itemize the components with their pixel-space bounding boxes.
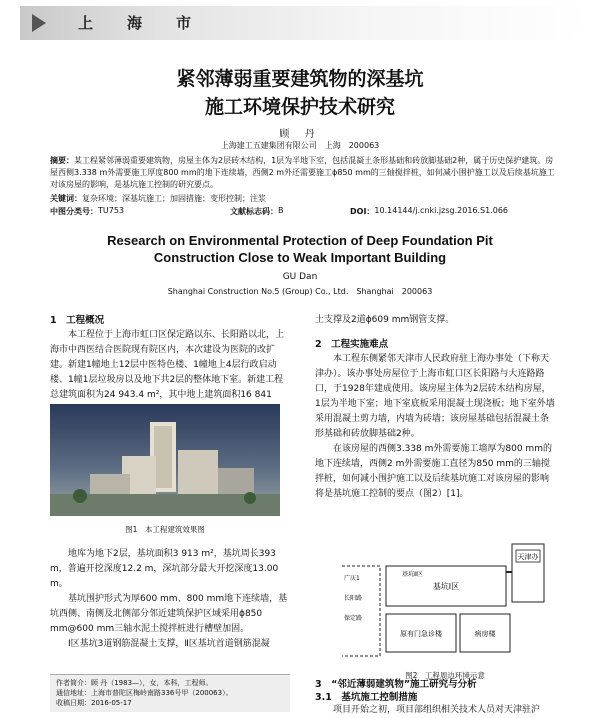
building-rendering-image bbox=[50, 404, 280, 516]
english-title-line-1: Research on Environmental Protection of Deep Foundation Pit bbox=[107, 233, 493, 248]
figure-2-caption: 图2 工程周边环境示意 bbox=[405, 671, 485, 680]
section-3-heading: 3 “邻近薄弱建筑物”施工研究与分析 bbox=[315, 679, 477, 690]
english-author: GU Dan bbox=[282, 272, 318, 282]
right-column-bottom bbox=[315, 678, 555, 717]
paragraph-retaining: 基坑围护形式为厚600 mm、800 mm地下连续墙，基坑西侧、南侧及北侧部分邻近建筑保护区域采用ϕ850 mm@600 mm三轴水泥土搅拌桩进行槽壁加固。 bbox=[50, 594, 288, 634]
doi-label: DOI： bbox=[350, 207, 375, 216]
abstract-text: 某工程紧邻薄弱重要建筑物，房屋主体为2层砖木结构，1层为半地下室，包括混凝土条形基础和砖放脚基础2种，属于历史保护建筑。房屋西侧3.338 m外需要施工厚度800 mm的地下连续墙，西侧2 m外还需要施工ϕ850 mm的三轴搅拌桩，如何减小围护施工以及后续基坑施工对该房屋的影响，是基坑施工控制的研究要点。 bbox=[50, 156, 555, 189]
section-2-paragraph-1: 本工程东侧紧邻天津市人民政府驻上海办事处（下称天津办）。该办事处房屋位于上海市虹口区长阳路与大连路路口，于1928年建成使用。该房屋主体为2层砖木结构房屋，1层为半地下室；地下室底板采用混凝土现浇板；地下室外墙采用混凝土剪力墙，内墙为砖墙；该房屋基础包括混凝土条形基础和砖放脚基础2种。 bbox=[315, 354, 555, 439]
abstract-label: 摘要： bbox=[50, 156, 74, 165]
section-3-1-paragraph: 项目开始之初，项目部组织相关技术人员对天津驻沪 bbox=[333, 705, 541, 715]
section-1-paragraph: 本工程位于上海市虹口区保定路以东、长阳路以北，上海市中西医结合医院现有院区内，本次建设为医院的改扩建。新建1幢地上12层中医特色楼、1幢地上4层行政启动楼、1幢1层垃圾房以及地下共2层的整体地下室。新建工程总建筑面积为24 943.4 m²，其中地上建筑面积16 841 bbox=[50, 330, 285, 400]
paragraph-support: Ⅰ区基坑3道钢筋混凝土支撑，Ⅱ区基坑首道钢筋混凝 bbox=[68, 639, 270, 649]
left-column-bottom bbox=[50, 547, 290, 652]
left-column-top bbox=[50, 313, 290, 418]
doc-label: 文献标志码： bbox=[230, 207, 278, 216]
paragraph-pit: 地库为地下2层，基坑面积3 913 m²，基坑周长393 m，普遍开挖深度12.2 m，深坑部分最大开挖深度13.00 m。 bbox=[50, 549, 279, 589]
label-tianjin: 天津办 bbox=[517, 553, 539, 561]
section-2-heading: 2 工程实施难点 bbox=[315, 339, 389, 350]
keywords-text: 复杂环境；深基坑施工；加固措施；变形控制；注浆 bbox=[82, 194, 266, 203]
label-zone-1: 基坑Ⅰ区 bbox=[432, 582, 460, 591]
figure-1-caption: 图1 本工程建筑效果图 bbox=[125, 525, 205, 534]
support-continuation: 土支撑及2道ϕ609 mm钢管支撑。 bbox=[315, 315, 455, 325]
section-2-paragraph-2: 在该房屋的西侧3.338 m外需要施工墙厚为800 mm的地下连续墙，西侧2 m外需要施工直径为850 mm的三轴搅拌桩，如何减小围护施工以及后续基坑施工对该房屋的影响将是基坑施工控制的要点（图2）[1]。 bbox=[315, 444, 552, 499]
label-ward: 病房楼 bbox=[474, 630, 496, 638]
author-footnote bbox=[50, 674, 290, 712]
clc-label: 中图分类号： bbox=[50, 207, 98, 216]
footnote-author: 作者简介：顾 丹（1983—），女，本科，工程师。 bbox=[56, 679, 213, 687]
figure-1-rendering bbox=[50, 404, 280, 516]
label-clinic: 原有门急诊楼 bbox=[400, 630, 442, 638]
keywords-label: 关键词： bbox=[50, 194, 82, 203]
right-column-top bbox=[315, 313, 555, 502]
keywords bbox=[50, 193, 560, 204]
english-affiliation: Shanghai Construction No.5 (Group) Co., Ltd. Shanghai 200063 bbox=[167, 287, 433, 296]
label-street-1: 广庆1 bbox=[344, 575, 360, 582]
footnote-address: 通信地址：上海市普陀区梅岭南路336号甲（200063）。 bbox=[56, 689, 233, 697]
clc-value: TU753 bbox=[98, 206, 125, 215]
label-zone-2: 基坑Ⅱ区 bbox=[402, 571, 423, 578]
banner-arrow-icon bbox=[32, 14, 46, 32]
label-street-3: 保定路 bbox=[344, 615, 363, 622]
doc-value: B bbox=[278, 206, 284, 215]
section-3-1-heading: 3.1 基坑施工控制措施 bbox=[315, 692, 418, 703]
affiliation: 上海建工五建集团有限公司 上海 200063 bbox=[220, 141, 380, 150]
title-line-2: 施工环境保护技术研究 bbox=[204, 96, 395, 118]
section-banner bbox=[20, 6, 590, 40]
author: 顾 丹 bbox=[279, 129, 321, 140]
title-line-1: 紧邻薄弱重要建筑物的深基坑 bbox=[176, 68, 424, 90]
footnote-received: 收稿日期：2016-05-17 bbox=[56, 699, 132, 707]
banner-city: 上海市 bbox=[78, 14, 226, 32]
label-street-2: 长阳路 bbox=[344, 595, 363, 602]
doi-value: 10.14144/j.cnki.jzsg.2016.S1.066 bbox=[374, 206, 509, 215]
english-title-line-2: Construction Close to Weak Important Building bbox=[153, 250, 447, 265]
abstract bbox=[50, 155, 560, 191]
article-meta bbox=[50, 206, 560, 218]
figure-2-site-plan bbox=[340, 536, 550, 666]
section-1-heading: 1 工程概况 bbox=[50, 315, 105, 326]
